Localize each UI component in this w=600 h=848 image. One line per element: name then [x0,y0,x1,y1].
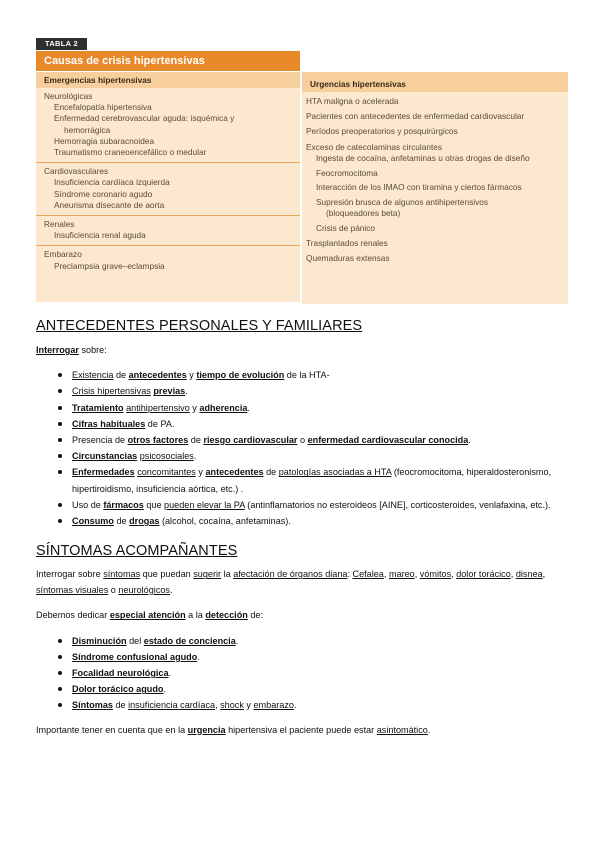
urgencias-header: Urgencias hipertensivas [302,72,568,92]
list-item: Supresión brusca de algunos antihipertensivos [316,196,489,207]
list-item: Crisis hipertensivas previas. [72,383,566,399]
section-title: ANTECEDENTES PERSONALES Y FAMILIARES [36,318,363,334]
list-item: Disminución del estado de conciencia. [72,633,566,649]
urgencias-list [302,92,568,265]
group-name: Renales [44,219,75,230]
table-label: TABLA 2 [36,38,87,50]
list-item: Síntomas de insuficiencia cardíaca, shock y embarazo. [72,697,566,713]
list-item: Cifras habituales de PA. [72,416,566,432]
list-item: Quemaduras extensas [306,253,390,264]
list-item: Enfermedad cerebrovascular aguda: isquémica y [54,113,235,124]
list-item: Crisis de pánico [316,223,376,234]
group-embarazo [36,246,300,275]
deteccion-line: Debemos dedicar especial atención a la detección de: [36,610,263,621]
list-item: Síndrome confusional agudo. [72,649,566,665]
list-item: Preclampsia grave–eclampsia [54,260,165,271]
list-item: Presencia de otros factores de riesgo cardiovascular o enfermedad cardiovascular conocida. [72,432,566,448]
section-antecedentes [36,318,566,529]
list-item: Traumatismo craneoencefálico o medular [54,147,207,158]
list-item: Aneurisma disecante de aorta [54,199,165,210]
list-item: Pacientes con antecedentes de enfermedad cardiovascular [306,111,525,122]
list-item: Insuficiencia renal aguda [54,230,146,241]
group-name: Cardiovasculares [44,166,109,177]
list-item: Síndrome coronario agudo [54,188,153,199]
emergencias-header: Emergencias hipertensivas [36,72,300,88]
sintomas-intro: Interrogar sobre síntomas que puedan sugerir la afectación de órganos diana: Cefalea, mareo, vómitos, dolor torácico, disnea, síntomas visuales o neurológicos. [36,569,546,595]
list-item: (bloqueadores beta) [326,208,401,219]
deteccion-list [36,633,566,714]
list-item: Interacción de los IMAO con tiramina y ciertos fármacos [316,182,522,193]
list-item: Trasplantados renales [306,237,388,248]
group-cardiovasculares [36,163,300,216]
urgencias-column [302,72,568,304]
list-item: Uso de fármacos que pueden elevar la PA (antinflamatorios no esteroideos [AINE], corticosteroides, venlafaxina, etc.). [72,497,566,513]
list-item: Dolor torácico agudo. [72,681,566,697]
emergencias-column [36,72,300,302]
list-item: Ingesta de cocaína, anfetaminas u otras drogas de diseño [316,153,530,164]
crisis-table [36,38,568,302]
group-neurologicas [36,88,300,163]
group-name: Neurológicas [44,91,93,101]
table-title: Causas de crisis hipertensivas [36,51,300,71]
list-item: Feocromocitoma [316,167,378,178]
list-item: Focalidad neurológica. [72,665,566,681]
section-sintomas [36,543,566,738]
final-note: Importante tener en cuenta que en la urgencia hipertensiva el paciente puede estar asintomático. [36,724,431,735]
interrogar-line: Interrogar sobre: [36,345,107,355]
list-item: Existencia de antecedentes y tiempo de evolución de la HTA- [72,367,566,383]
list-item: Exceso de catecolaminas circulantes [306,141,443,152]
list-item: Consumo de drogas (alcohol, cocaína, anfetaminas). [72,513,566,529]
list-item: Circunstancias psicosociales. [72,448,566,464]
group-renales [36,216,300,246]
list-item: Enfermedades concomitantes y antecedentes de patologías asociadas a HTA (feocromocitoma, hiperaldosteronismo, hipertiroidismo, insuficiencia aórtica, etc.) . [72,464,566,496]
antecedentes-list [36,367,566,529]
list-item: Períodos preoperatorios y posquirúrgicos [306,126,458,137]
list-item: HTA maligna o acelerada [306,96,399,106]
list-item: Encefalopatía hipertensiva [54,102,152,113]
section-title: SÍNTOMAS ACOMPAÑANTES [36,543,238,560]
list-item: Tratamiento antihipertensivo y adherencia. [72,400,566,416]
document-body [36,318,566,738]
group-name: Embarazo [44,249,82,260]
list-item: Insuficiencia cardíaca izquierda [54,177,170,188]
list-item: hemorrágica [64,124,111,135]
list-item: Hemorragia subaracnoidea [54,135,155,146]
